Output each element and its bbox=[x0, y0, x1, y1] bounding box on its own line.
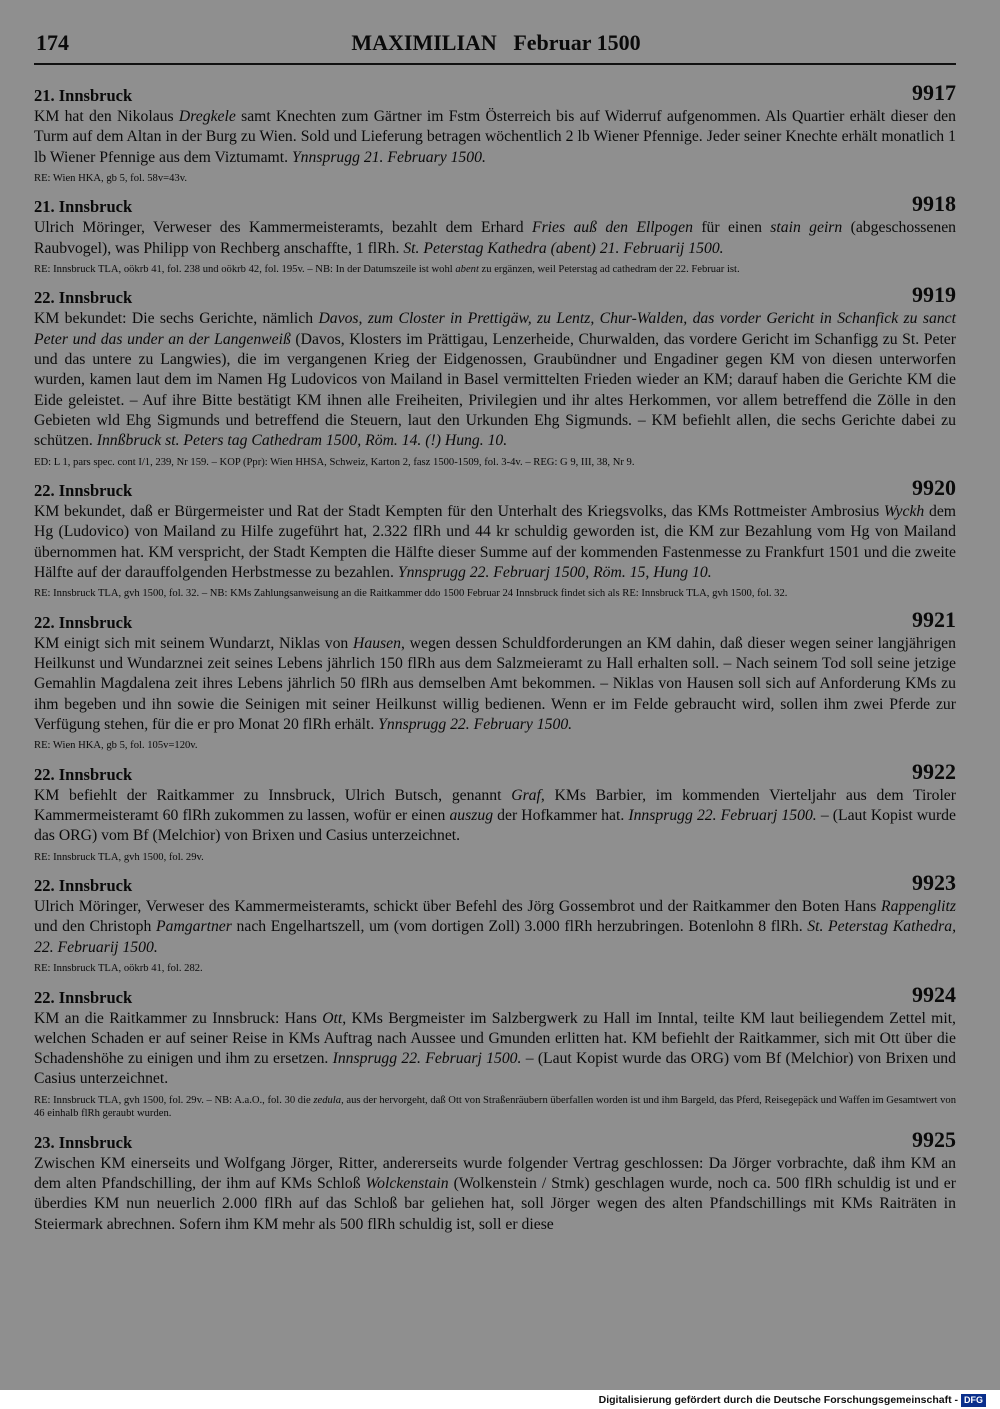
entry-heading bbox=[34, 872, 956, 896]
footer-credit bbox=[599, 1392, 986, 1408]
entry-number: 9922 bbox=[912, 758, 956, 784]
entry-number: 9925 bbox=[912, 1126, 956, 1152]
entry-number: 9924 bbox=[912, 981, 956, 1007]
entry-number: 9920 bbox=[912, 475, 956, 501]
regest-entry bbox=[34, 981, 956, 1121]
entry-text: Zwischen KM einerseits und Wolfgang Jörger, Ritter, andererseits wurde folgender Vertrag geschlossen: Da Jörger vorbrachte, daß ihm KM an dem alten Pfandschilling, der ihm auf KMs Schloß Wolckenstain (Wolkenstein / Stmk) geschlagen wurde, noch ca. 500 flRh schuldig ist und er überdies KM nun neuerlich 2.000 flRh auf das Schloß bar geliehen hat, soll Jörger wegen des alten Pfandschillings mit KMs Raiträten in Steiermark abrechnen. Sofern ihm KM mehr als 500 flRh schuldig ist, soll er diese bbox=[34, 1154, 956, 1233]
entry-heading bbox=[34, 477, 956, 501]
entry-text: Ulrich Möringer, Verweser des Kammermeisteramts, schickt über Befehl des Jörg Gossembrot und der Raitkammer den Boten Hans Rappenglitz und den Christoph Pamgartner nach Engelhartszell, um (vom dortigen Zoll) 3.000 flRh herzubringen. Botenlohn 8 flRh. St. Peterstag Kathedra, 22. Februarij 1500. bbox=[34, 898, 956, 956]
header-rule bbox=[34, 63, 956, 65]
regest-entry bbox=[34, 477, 956, 601]
entry-text: KM bekundet: Die sechs Gerichte, nämlich Davos, zum Closter in Prettigäw, zu Lentz, Chur-Walden, das vorder Gericht in Schanfick zu sanct Peter und das under an der Langenweiß (Davos, Klosters im Prättigau, Lenzerheide, Churwalden, das vordere Gericht im Schanfigg zu St. Peter und das untere zu Langwies), die im vergangenen Krieg der Eidgenossen, Graubündner und Engadiner gegen KM von diesen unterworfen wurden, kamen laut dem im Namen Hg Ludovicos von Mailand in Basel vermittelten Frieden wieder an KM; darauf haben die Gerichte KM die Eide geleistet. – Auf ihre Bitte bestätigt KM ihnen alle Freiheiten, Privilegien und ihr altes Herkommen, vor allem betreffend die Zölle in den Gebieten wld Ehg Sigmunds und betreffend die Steuern, laut den Urkunden Ehg Sigmunds. – KM befiehlt allen, die sechs Gerichte dabei zu schützen. Innßbruck st. Peters tag Cathedram 1500, Röm. 14. (!) Hung. 10. bbox=[34, 310, 956, 450]
entry-date: 22. Innsbruck bbox=[34, 764, 133, 784]
entry-source-note: RE: Wien HKA, gb 5, fol. 58v=43v. bbox=[34, 172, 187, 184]
entry-number: 9917 bbox=[912, 80, 956, 105]
entry-number: 9919 bbox=[912, 282, 956, 308]
entry-source-note: RE: Innsbruck TLA, oökrb 41, fol. 282. bbox=[34, 963, 203, 975]
page-header bbox=[36, 30, 956, 60]
entry-date: 22. Innsbruck bbox=[34, 612, 133, 632]
entry-source-note: RE: Innsbruck TLA, gvh 1500, fol. 29v. – NB: A.a.O., fol. 30 die zedula, aus der hervorgeht, daß Ott von Straßenräubern überfallen worden ist und ihm Bargeld, das Pferd, Reisegepäck und Waffen im Gesamtwert von 46 einhalb flRh geraubt wurden. bbox=[34, 1094, 956, 1120]
entry-list bbox=[34, 82, 956, 1243]
regest-entry bbox=[34, 193, 956, 276]
entry-date: 21. Innsbruck bbox=[34, 86, 133, 105]
entry-heading bbox=[34, 758, 956, 785]
entry-source-note: RE: Innsbruck TLA, gvh 1500, fol. 32. – NB: KMs Zahlungsanweisung an die Raitkammer ddo 1500 Februar 24 Innsbruck findet sich als RE: Innsbruck TLA, gvh 1500, fol. 32. bbox=[34, 588, 788, 600]
entry-date: 22. Innsbruck bbox=[34, 876, 133, 896]
entry-date: 22. Innsbruck bbox=[34, 987, 133, 1007]
regest-entry bbox=[34, 284, 956, 469]
regest-entry bbox=[34, 1126, 956, 1235]
entry-heading bbox=[34, 606, 956, 633]
entry-number: 9923 bbox=[912, 870, 956, 896]
entry-source-note: ED: L 1, pars spec. cont I/1, 239, Nr 159. – KOP (Ppr): Wien HHSA, Schweiz, Karton 2, fasz 1500-1509, fol. 3-4v. – REG: G 9, III, 38, Nr 9. bbox=[34, 456, 635, 468]
entry-heading bbox=[34, 284, 956, 308]
entry-date: 22. Innsbruck bbox=[34, 481, 133, 501]
dfg-logo: DFG bbox=[961, 1394, 986, 1407]
entry-source-note: RE: Innsbruck TLA, gvh 1500, fol. 29v. bbox=[34, 851, 204, 863]
entry-text: KM hat den Nikolaus Dregkele samt Knechten zum Gärtner im Fstm Österreich bis auf Widerruf aufgenommen. Als Quartier erhält dieser den Turm auf dem Altan in der Burg zu Wien. Sold und Lieferung betragen wöchentlich 2 lb Wiener Pfennige. Jeder seiner Knechte erhält monatlich 1 lb Wiener Pfennige aus dem Viztumamt. Ynnsprugg 21. February 1500. bbox=[34, 108, 956, 166]
entry-heading bbox=[34, 82, 956, 106]
entry-heading bbox=[34, 981, 956, 1008]
entry-date: 23. Innsbruck bbox=[34, 1132, 133, 1152]
entry-heading bbox=[34, 193, 956, 217]
entry-number: 9921 bbox=[912, 606, 956, 632]
entry-number: 9918 bbox=[912, 191, 956, 217]
entry-date: 21. Innsbruck bbox=[34, 197, 133, 217]
regest-entry bbox=[34, 872, 956, 975]
entry-text: KM einigt sich mit seinem Wundarzt, Niklas von Hausen, wegen dessen Schuldforderungen an KM dahin, daß dieser wegen seiner langjährigen Heilkunst und Wundarznei zeit seines Lebens jährlich 150 flRh aus dem Salzmeieramt zu Hall erhalten soll. – Nach seinem Tod soll seine jetzige Gemahlin Magdalena zeit ihres Lebens jährlich 50 flRh aus demselben Amt bekommen. – Niklas von Hausen soll sich auf Anforderung KMs zu ihm begeben und ihn sowie die Seinigen mit seiner Heilkunst willig bedienen. Wenn er im Felde gebraucht wird, sollen ihm zwei Pferde zur Verfügung stehen, für die er pro Monat 20 flRh erhält. Ynnsprugg 22. February 1500. bbox=[34, 634, 956, 733]
running-title: MAXIMILIAN Februar 1500 bbox=[351, 30, 641, 55]
page-number: 174 bbox=[36, 30, 69, 55]
entry-date: 22. Innsbruck bbox=[34, 288, 133, 308]
entry-text: Ulrich Möringer, Verweser des Kammermeisteramts, bezahlt dem Erhard Fries auß den Ellpogen für einen stain geirn (abgeschossenen Raubvogel), was Philipp von Rechberg anschaffte, 1 flRh. St. Peterstag Kathedra (abent) 21. Februarij 1500. bbox=[34, 219, 957, 257]
entry-heading bbox=[34, 1126, 956, 1153]
regest-entry bbox=[34, 758, 956, 864]
entry-text: KM bekundet, daß er Bürgermeister und Rat der Stadt Kempten für den Unterhalt des Kriegsvolks, das KMs Rottmeister Ambrosius Wyckh dem Hg (Ludovico) von Mailand zu Hilfe zugeführt hat, 2.322 flRh und 44 kr schuldig geworden ist, die KM zur Bezahlung vom Hg von Mailand übernommen hat. KM verspricht, der Stadt Kempten die Hälfte dieser Summe auf der kommenden Fastenmesse zu Frankfurt 1501 und die zweite Hälfte auf der darauffolgenden Herbstmesse zu bezahlen. Ynnsprugg 22. Februarj 1500, Röm. 15, Hung 10. bbox=[34, 503, 957, 581]
entry-text: KM an die Raitkammer zu Innsbruck: Hans Ott, KMs Bergmeister im Salzbergwerk zu Hall im Inntal, teilte KM laut beiliegendem Zettel mit, welchen Schaden er auf seiner Reise in KMs Auftrag nach Aussee und Gmunden erlitten hat. KM befiehlt der Raitkammer, sich mit Ott über die Schadenshöhe zu einigen und ihm zu ersetzen. Innsprugg 22. Februarj 1500. – (Laut Kopist wurde das ORG) vom Bf (Melchior) von Brixen und Casius unterzeichnet. bbox=[34, 1009, 956, 1088]
entry-source-note: RE: Wien HKA, gb 5, fol. 105v=120v. bbox=[34, 740, 198, 752]
entry-text: KM befiehlt der Raitkammer zu Innsbruck, Ulrich Butsch, genannt Graf, KMs Barbier, im kommenden Vierteljahr aus dem Tiroler Kammermeisteramt 60 flRh zukommen zu lassen, wofür er einen auszug der Hofkammer hat. Innsprugg 22. Februarj 1500. – (Laut Kopist wurde das ORG) vom Bf (Melchior) von Brixen und Casius unterzeichnet. bbox=[34, 786, 956, 845]
regest-entry bbox=[34, 82, 956, 185]
footer-text: Digitalisierung gefördert durch die Deutsche Forschungsgemeinschaft - bbox=[598, 1394, 958, 1407]
entry-source-note: RE: Innsbruck TLA, oökrb 41, fol. 238 und oökrb 42, fol. 195v. – NB: In der Datumszeile ist wohl abent zu ergänzen, weil Peterstag ad cathedram der 22. Februar ist. bbox=[34, 263, 740, 275]
regest-entry bbox=[34, 606, 956, 753]
